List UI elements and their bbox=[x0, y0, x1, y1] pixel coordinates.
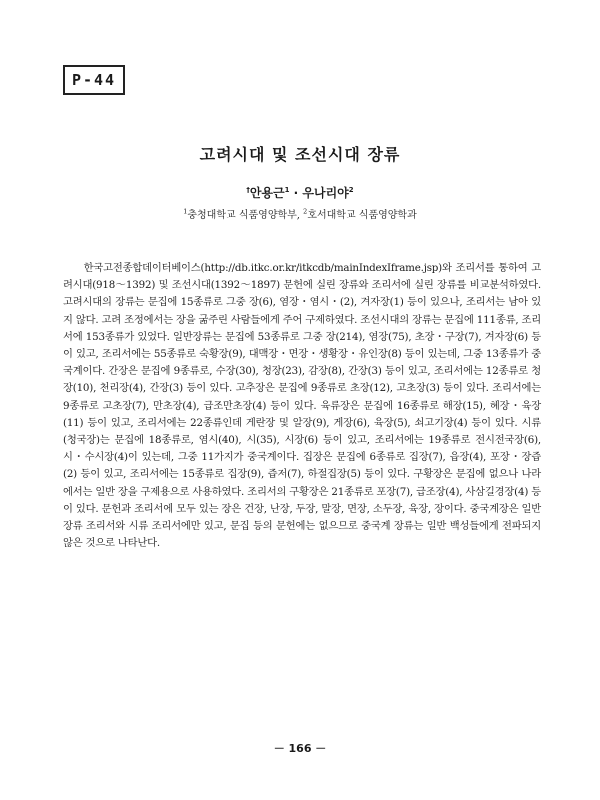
affiliation-2-sup: 2 bbox=[303, 207, 308, 216]
paper-title: 고려시대 및 조선시대 장류 bbox=[199, 145, 401, 164]
affiliation-line bbox=[0, 206, 600, 221]
affiliation-2: 호서대학교 식품영양학과 bbox=[307, 210, 417, 221]
author-separator: · bbox=[289, 186, 303, 200]
affiliation-1: 충청대학교 식품영양학부, bbox=[187, 210, 300, 221]
author-2-sup: 2 bbox=[348, 186, 354, 194]
affiliation-1-sup: 1 bbox=[183, 207, 188, 216]
author-2: 우나리야 bbox=[302, 186, 349, 200]
author-1: 안용근 bbox=[249, 186, 285, 200]
author-line bbox=[0, 184, 600, 201]
page-number: － 166 － bbox=[273, 742, 327, 755]
poster-id-box: P-44 bbox=[63, 65, 125, 95]
author-1-sup: 1 bbox=[284, 186, 290, 194]
corresponding-dagger: † bbox=[246, 186, 250, 194]
abstract-body: 한국고전종합데이터베이스(http://db.itkc.or.kr/itkcdb/mainIndexIframe.jsp)와 조리서를 통하여 고려시대(918～1392) 및 조선시대(1392～1897) 문헌에 실린 장류와 조리서에 실린 장류를 비교분석하였다. 고려시대의 장류는 문집에 15종류로 그중 장(6), 염장・염시・(2), 겨자장(1) 등이 있으나, 조리서는 남아 있지 않다. 고려 조정에서는 장을 굶주린 사람들에게 주어 구제하였다. 조선시대의 장류는 문집에 111종류, 조리서에 153종류가 있었다. 일반장류는 문집에 53종류로 그중 장(214), 염장(75), 초장・구장(7), 겨자장(6) 등이 있고, 조리서에는 55종류로 숙황장(9), 대맥장・면장・생황장・유인장(8) 등이 있는데, 그중 13종류가 중국계이다. 간장은 문집에 9종류로, 수장(30), 청장(23), 감장(8), 간장(3) 등이 있고, 조리서에는 12종류로 청장(10), 천리장(4), 간장(3) 등이 있다. 고추장은 문집에 9종류로 초장(12), 고초장(3) 등이 있다. 조리서에는 9종류로 고초장(7), 만초장(4), 급조만초장(4) 등이 있다. 육류장은 문집에 16종류로 해장(15), 혜장・육장(11) 등이 있고, 조리서에는 22종류인데 게란장 및 알장(9), 게장(6), 육장(5), 쇠고기장(4) 등이 있다. 시류(청국장)는 문집에 18종류로, 염시(40), 시(35), 시장(6) 등이 있고, 조리서에는 19종류로 전시전국장(6), 시・수시장(4)이 있는데, 그중 11가지가 중국계이다. 집장은 문집에 6종류로 집장(7), 읍장(4), 포장・장즙(2) 등이 있고, 조리서에는 15종류로 집장(9), 즙저(7), 하절집장(5) 등이 있다. 구황장은 문집에 없으나 나라에서는 일반 장을 구제용으로 사용하였다. 조리서의 구황장은 21종류로 포장(7), 급조장(4), 사삼길경장(4) 등이 있다. 문헌과 조리서에 모두 있는 장은 건장, 난장, 두장, 말장, 면장, 소두장, 육장, 장이다. 중국계장은 일반장류 조리서와 시류 조리서에만 있고, 문집 등의 문헌에는 없으므로 중국계 장류는 일반 백성들에게 전파되지 않은 것으로 나타난다. bbox=[63, 262, 541, 550]
